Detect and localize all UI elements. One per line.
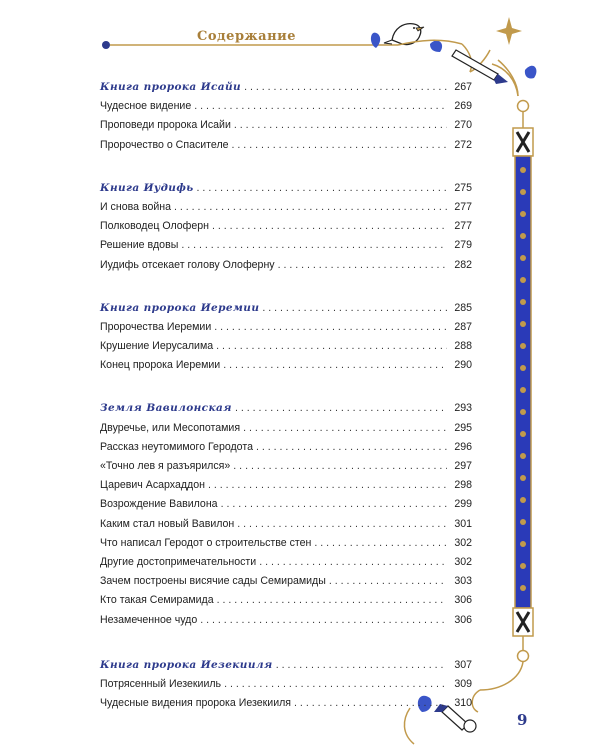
toc-item-title: Чудесное видение — [100, 100, 192, 113]
toc-item-page: 306 — [454, 594, 472, 607]
toc-item-page: 298 — [454, 479, 472, 492]
toc-heading-title: Книга пророка Иеремии — [100, 301, 260, 314]
toc-item[interactable] — [100, 356, 472, 375]
toc-item[interactable] — [100, 337, 472, 356]
dot-leader — [314, 534, 447, 553]
dot-leader — [244, 78, 447, 97]
flourish-bottom — [472, 662, 523, 712]
toc-section — [100, 78, 472, 155]
toc-item-page: 277 — [454, 220, 472, 233]
dot-leader — [223, 356, 447, 375]
leaf-icon — [525, 66, 537, 79]
bar-dot — [520, 189, 526, 195]
toc-item[interactable] — [100, 318, 472, 337]
bar-dot — [520, 299, 526, 305]
toc-item-title: Полководец Олоферн — [100, 220, 210, 233]
toc-item[interactable] — [100, 116, 472, 135]
toc-item-title: «Точно лев я разъярился» — [100, 460, 231, 472]
toc-item[interactable] — [100, 136, 472, 155]
toc-heading[interactable] — [100, 399, 472, 418]
toc-item-page: 309 — [454, 677, 472, 690]
dot-leader — [181, 236, 447, 255]
dot-leader — [259, 553, 447, 572]
toc-item[interactable] — [100, 694, 472, 713]
dot-leader — [232, 136, 447, 155]
toc-heading-page: 267 — [454, 81, 472, 93]
toc-item-page: 310 — [454, 697, 472, 710]
dot-leader — [233, 457, 447, 476]
toc-item[interactable] — [100, 438, 472, 457]
toc-item-page: 288 — [454, 340, 472, 353]
dot-leader — [224, 675, 447, 694]
dot-leader — [278, 256, 447, 275]
toc-item-title: Зачем построены висячие сады Семирамиды — [100, 575, 326, 588]
toc-item-title: Незамеченное чудо — [100, 613, 198, 626]
toc-item-title: Конец пророка Иеремии — [100, 359, 221, 372]
dot-leader — [217, 591, 447, 610]
toc-item-title: Рассказ неутомимого Геродота — [100, 440, 253, 453]
dot-leader — [197, 179, 447, 198]
dot-leader — [234, 116, 447, 135]
toc-heading[interactable] — [100, 179, 472, 198]
toc-item[interactable] — [100, 236, 472, 255]
dot-leader — [174, 198, 447, 217]
dot-leader — [216, 337, 447, 356]
toc-item-page: 295 — [454, 421, 472, 434]
bar-dot — [520, 343, 526, 349]
toc-item-page: 306 — [454, 613, 472, 626]
toc-item-title: Возрождение Вавилона — [100, 498, 218, 511]
toc-item-page: 270 — [454, 119, 472, 132]
toc-item[interactable] — [100, 534, 472, 553]
toc-item-title: Каким стал новый Вавилон — [100, 517, 235, 530]
toc-item-title: Решение вдовы — [100, 239, 179, 252]
toc-item-page: 296 — [454, 440, 472, 453]
ornament-dot — [518, 101, 529, 112]
toc-heading[interactable] — [100, 299, 472, 318]
toc-item-title: Двуречье, или Месопотамия — [100, 421, 241, 434]
toc-item[interactable] — [100, 217, 472, 236]
toc-item-title: Проповеди пророка Исайи — [100, 119, 231, 132]
bar-dot — [520, 563, 526, 569]
toc-item[interactable] — [100, 591, 472, 610]
bar-dot — [520, 431, 526, 437]
toc-item-page: 277 — [454, 200, 472, 213]
toc-item[interactable] — [100, 611, 472, 630]
toc-item[interactable] — [100, 97, 472, 116]
dot-leader — [235, 399, 447, 418]
toc-item[interactable] — [100, 256, 472, 275]
dot-leader — [221, 495, 447, 514]
toc-heading[interactable] — [100, 78, 472, 97]
toc-item-page: 269 — [454, 100, 472, 113]
star-icon — [496, 17, 522, 45]
toc-item[interactable] — [100, 495, 472, 514]
toc-item-title: Пророчества Иеремии — [100, 320, 212, 333]
toc-item-page: 303 — [454, 575, 472, 588]
bar-dot — [520, 365, 526, 371]
toc-item[interactable] — [100, 476, 472, 495]
toc-item-title: Потрясенный Иезекииль — [100, 677, 222, 690]
bar-dot — [520, 585, 526, 591]
dot-leader — [214, 318, 447, 337]
toc-item-title: Что написал Геродот о строительстве стен — [100, 536, 312, 549]
toc-item-page: 301 — [454, 517, 472, 530]
toc-item-page: 302 — [454, 555, 472, 568]
table-of-contents — [100, 78, 472, 737]
bar-dot — [520, 497, 526, 503]
bar-dot — [520, 475, 526, 481]
header-title: Содержание — [197, 29, 297, 44]
page-number: 9 — [517, 711, 528, 729]
toc-item-title: Иудифь отсекает голову Олоферну — [100, 258, 275, 271]
toc-section — [100, 299, 472, 376]
toc-item[interactable] — [100, 198, 472, 217]
toc-heading-page: 275 — [454, 181, 472, 194]
toc-item[interactable] — [100, 515, 472, 534]
dot-leader — [256, 438, 447, 457]
toc-heading[interactable] — [100, 656, 472, 675]
bar-dot — [520, 453, 526, 459]
toc-item[interactable] — [100, 553, 472, 572]
toc-item[interactable] — [100, 572, 472, 591]
dot-leader — [276, 656, 447, 675]
dot-leader — [329, 572, 447, 591]
toc-item-title: Царевич Асархаддон — [100, 479, 205, 492]
bar-dot — [520, 321, 526, 327]
toc-item[interactable] — [100, 675, 472, 694]
dot-leader — [294, 694, 447, 713]
bar-dot — [520, 255, 526, 261]
dot-leader — [243, 419, 447, 438]
toc-section — [100, 179, 472, 275]
toc-item-page: 272 — [454, 138, 472, 151]
bar-dot — [520, 211, 526, 217]
dot-leader — [237, 515, 447, 534]
toc-heading-page: 293 — [454, 402, 472, 415]
toc-item[interactable] — [100, 457, 472, 476]
toc-item[interactable] — [100, 419, 472, 438]
toc-heading-title: Земля Вавилонская — [100, 402, 232, 415]
bar-dot — [520, 519, 526, 525]
toc-heading-page: 307 — [454, 658, 472, 671]
toc-item-title: Другие достопримечательности — [100, 555, 257, 568]
dot-leader — [194, 97, 447, 116]
toc-item-page: 290 — [454, 359, 472, 372]
bar-dot — [520, 277, 526, 283]
toc-item-title: Кто такая Семирамида — [100, 594, 214, 607]
dot-leader — [262, 299, 447, 318]
dot-leader — [208, 476, 447, 495]
leaf-icon — [430, 41, 442, 52]
bar-dot — [520, 167, 526, 173]
toc-section — [100, 399, 472, 629]
bar-dot — [520, 541, 526, 547]
toc-heading-title: Книга пророка Иезекииля — [100, 658, 273, 671]
toc-item-title: Пророчество о Спасителе — [100, 138, 229, 151]
toc-item-title: Чудесные видения пророка Иезекииля — [100, 697, 292, 710]
toc-item-page: 297 — [454, 460, 472, 472]
toc-section — [100, 656, 472, 714]
toc-heading-title: Книга Иудифь — [100, 181, 194, 194]
toc-item-title: И снова война — [100, 200, 172, 213]
toc-item-page: 287 — [454, 320, 472, 333]
bar-dot — [520, 233, 526, 239]
dot-leader — [200, 611, 447, 630]
toc-item-page: 279 — [454, 239, 472, 252]
bar-dot — [520, 387, 526, 393]
toc-item-page: 299 — [454, 498, 472, 511]
toc-heading-title: Книга пророка Исайи — [100, 81, 242, 93]
dot-leader — [212, 217, 447, 236]
toc-item-page: 302 — [454, 536, 472, 549]
toc-item-title: Крушение Иерусалима — [100, 340, 214, 353]
toc-item-page: 282 — [454, 258, 472, 271]
toc-heading-page: 285 — [454, 301, 472, 314]
bar-dot — [520, 409, 526, 415]
